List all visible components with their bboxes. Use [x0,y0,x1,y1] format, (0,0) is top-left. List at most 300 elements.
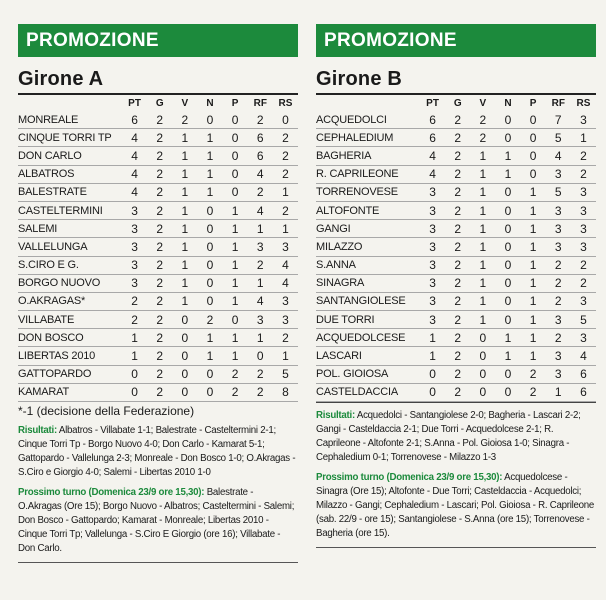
stat-cell: 1 [248,329,273,347]
stat-cell: 0 [223,183,248,201]
team-name: CASTELTERMINI [18,201,122,219]
team-name: S.ANNA [316,256,420,274]
stat-cell: 1 [223,220,248,238]
stat-cell: 1 [172,220,197,238]
col-rs: RS [576,97,591,109]
team-name: POL. GIOIOSA [316,365,420,383]
prossimo-text: Balestrate - O.Akragas (Ore 15); Borgo Nuovo - Albatros; Casteltermini - Salemi; Don Bosco - Gattopardo; Kamarat - Monreale; Libertas 2010 - Cinque Torri Tp; Vallelunga - S.Ciro E Giorgio (ore 16); Villabate - Don Carlo. [18,487,295,554]
stat-cell: 1 [521,292,546,310]
stat-cell: 0 [197,201,222,219]
stat-cell: 2 [223,365,248,383]
footnote: *-1 (decisione della Federazione) [18,404,195,418]
stat-cell: 1 [470,256,495,274]
table-row [18,256,298,274]
stat-cell: 0 [223,311,248,329]
stat-cell: 0 [122,365,147,383]
stat-cell: 2 [571,147,596,165]
stat-cell: 6 [248,129,273,147]
stat-cell: 2 [571,274,596,292]
stat-cell: 3 [273,311,298,329]
stat-cell: 1 [273,220,298,238]
table-row [18,311,298,329]
stat-cell: 1 [172,183,197,201]
stat-cell: 4 [248,292,273,310]
risultati [316,409,596,465]
team-name: ACQUEDOLCESE [316,329,420,347]
girone-a-column [18,24,298,563]
stat-cell: 3 [420,220,445,238]
stat-cell: 2 [445,256,470,274]
stat-cell: 6 [248,147,273,165]
table-row [316,256,596,274]
stat-cell: 2 [147,238,172,256]
stat-cell: 0 [172,347,197,365]
team-name: LASCARI [316,347,420,365]
stat-cell: 3 [546,201,571,219]
col-rs: RS [278,97,293,109]
stat-cell: 0 [495,365,520,383]
stat-cell: 2 [147,129,172,147]
table-row [18,238,298,256]
stat-cell: 2 [248,183,273,201]
stat-cell: 2 [445,292,470,310]
stat-cell: 2 [273,329,298,347]
team-name: ACQUEDOLCI [316,111,420,129]
team-name: TORRENOVESE [316,183,420,201]
stat-cell: 3 [420,238,445,256]
stat-cell: 2 [122,311,147,329]
stat-cell: 0 [223,147,248,165]
table-end-rule [316,402,596,403]
stat-cell: 4 [248,165,273,183]
team-name: BALESTRATE [18,183,122,201]
stat-cell: 0 [223,165,248,183]
stat-cell: 4 [273,256,298,274]
stat-cell: 1 [223,292,248,310]
stat-cell: 1 [197,183,222,201]
col-v: V [479,97,487,109]
stat-cell: 4 [273,274,298,292]
table-row [18,347,298,365]
stat-cell: 2 [147,329,172,347]
stat-cell: 1 [248,274,273,292]
stat-cell: 0 [495,129,520,147]
team-name: R. CAPRILEONE [316,165,420,183]
prossimo-turno [316,471,596,541]
team-name: DON BOSCO [18,329,122,347]
stat-cell: 3 [571,183,596,201]
stat-cell: 2 [445,201,470,219]
stat-cell: 2 [248,256,273,274]
stat-cell: 0 [495,220,520,238]
team-name: SALEMI [18,220,122,238]
team-name: S.CIRO E G. [18,256,122,274]
stat-cell: 2 [445,220,470,238]
stat-cell: 6 [122,111,147,129]
team-name: MONREALE [18,111,122,129]
team-name: DON CARLO [18,147,122,165]
table-row [316,347,596,365]
stat-cell: 1 [521,311,546,329]
stat-cell: 1 [470,165,495,183]
stat-cell: 1 [197,147,222,165]
stat-cell: 8 [273,383,298,401]
stat-cell: 0 [521,147,546,165]
team-name: BAGHERIA [316,147,420,165]
stat-cell: 2 [546,274,571,292]
stat-cell: 1 [521,256,546,274]
stat-cell: 1 [172,292,197,310]
stat-cell: 0 [470,347,495,365]
table-row [18,129,298,147]
stat-cell: 1 [521,183,546,201]
stat-cell: 2 [521,365,546,383]
stat-cell: 3 [420,183,445,201]
stat-cell: 3 [420,256,445,274]
stat-cell: 3 [571,111,596,129]
stat-cell: 1 [122,347,147,365]
stat-cell: 1 [197,165,222,183]
stat-cell: 2 [147,365,172,383]
stat-cell: 2 [273,201,298,219]
girone-title: Girone B [316,68,403,90]
table-row [316,147,596,165]
stat-cell: 2 [470,129,495,147]
stat-cell: 3 [248,311,273,329]
stat-cell: 3 [273,292,298,310]
table-row [18,292,298,310]
stat-cell: 1 [521,329,546,347]
risultati-label: Risultati: [316,410,355,421]
stat-cell: 0 [495,311,520,329]
stat-cell: 2 [273,129,298,147]
stat-cell: 0 [495,274,520,292]
stat-cell: 2 [445,329,470,347]
stat-cell: 4 [122,147,147,165]
team-name: GATTOPARDO [18,365,122,383]
stat-cell: 2 [546,329,571,347]
table-header [316,95,596,111]
stat-cell: 0 [223,129,248,147]
stat-cell: 0 [197,256,222,274]
stat-cell: 1 [495,147,520,165]
col-g: G [453,97,462,109]
stat-cell: 2 [147,292,172,310]
stat-cell: 2 [445,183,470,201]
stat-cell: 5 [571,311,596,329]
table-row [316,220,596,238]
stat-cell: 0 [197,220,222,238]
stat-cell: 2 [197,311,222,329]
stat-cell: 2 [445,165,470,183]
stat-cell: 4 [122,183,147,201]
stat-cell: 2 [147,220,172,238]
team-name: GANGI [316,220,420,238]
stat-cell: 1 [197,347,222,365]
stat-cell: 0 [248,347,273,365]
stat-cell: 2 [546,292,571,310]
stat-cell: 2 [445,238,470,256]
stat-cell: 3 [546,365,571,383]
standings-body [18,111,298,402]
stat-cell: 2 [273,165,298,183]
stat-cell: 6 [571,365,596,383]
stat-cell: 0 [470,383,495,401]
stat-cell: 1 [223,329,248,347]
stat-cell: 0 [420,365,445,383]
team-name: CASTELDACCIA [316,383,420,401]
col-v: V [181,97,189,109]
stat-cell: 2 [122,292,147,310]
team-name: CEPHALEDIUM [316,129,420,147]
stat-cell: 3 [546,220,571,238]
stat-cell: 2 [147,201,172,219]
stat-cell: 1 [273,183,298,201]
table-row [316,165,596,183]
stat-cell: 5 [273,365,298,383]
end-rule [18,562,298,563]
stat-cell: 1 [172,165,197,183]
stat-cell: 0 [495,256,520,274]
col-rf: RF [253,97,267,109]
stat-cell: 3 [420,292,445,310]
stat-cell: 2 [445,111,470,129]
stat-cell: 1 [172,147,197,165]
stat-cell: 4 [546,147,571,165]
stat-cell: 3 [571,292,596,310]
col-pt: PT [426,97,439,109]
stat-cell: 1 [521,274,546,292]
stat-cell: 1 [470,147,495,165]
risultati [18,424,298,480]
stat-cell: 1 [223,347,248,365]
stat-cell: 1 [172,274,197,292]
stat-cell: 0 [495,111,520,129]
col-p: P [529,97,537,109]
stat-cell: 1 [172,256,197,274]
team-name: VILLABATE [18,311,122,329]
stat-cell: 2 [147,183,172,201]
stat-cell: 3 [122,238,147,256]
table-row [316,111,596,129]
team-name: LIBERTAS 2010 [18,347,122,365]
table-row [18,220,298,238]
prossimo-label: Prossimo turno (Domenica 23/9 ore 15,30): [18,487,205,498]
table-header [18,95,298,111]
stat-cell: 3 [571,329,596,347]
stat-cell: 0 [197,292,222,310]
stat-cell: 3 [248,238,273,256]
team-name: ALBATROS [18,165,122,183]
col-p: P [231,97,239,109]
stat-cell: 2 [223,383,248,401]
stat-cell: 3 [122,274,147,292]
stat-cell: 3 [571,201,596,219]
prossimo-text: Acquedolcese - Sinagra (Ore 15); Altofonte - Due Torri; Casteldaccia - Acquedolci; Milazzo - Gangi; Cephaledium - Lascari; Pol. Gioiosa - R. Caprileone (sab. 22/9 - ore 15); Santangiolese - S.Anna (ore 15); Torrenovese - Bagheria (ore 15). [316,472,595,539]
stat-cell: 1 [546,383,571,401]
team-name: MILAZZO [316,238,420,256]
stat-cell: 6 [420,129,445,147]
team-name: VALLELUNGA [18,238,122,256]
stat-cell: 1 [420,329,445,347]
stat-cell: 6 [571,383,596,401]
stat-cell: 3 [546,165,571,183]
standings-table [18,95,298,402]
table-row [18,383,298,401]
promozione-banner: PROMOZIONE [18,24,298,57]
table-row [316,311,596,329]
stat-cell: 5 [546,183,571,201]
stat-cell: 3 [420,274,445,292]
stat-cell: 2 [571,256,596,274]
stat-cell: 1 [197,129,222,147]
stat-cell: 1 [172,238,197,256]
stat-cell: 2 [445,365,470,383]
stat-cell: 1 [273,347,298,365]
stat-cell: 0 [495,238,520,256]
col-rf: RF [551,97,565,109]
table-row [18,274,298,292]
stat-cell: 0 [172,311,197,329]
table-row [316,201,596,219]
stat-cell: 4 [122,129,147,147]
stat-cell: 0 [470,365,495,383]
stat-cell: 2 [147,165,172,183]
prossimo-label: Prossimo turno (Domenica 23/9 ore 15,30): [316,472,503,483]
stat-cell: 7 [546,111,571,129]
col-n: N [504,97,512,109]
table-row [316,238,596,256]
stat-cell: 3 [273,238,298,256]
team-name: ALTOFONTE [316,201,420,219]
stat-cell: 0 [172,365,197,383]
stat-cell: 1 [223,274,248,292]
stat-cell: 1 [470,311,495,329]
prossimo-turno [18,486,298,556]
stat-cell: 0 [197,111,222,129]
stat-cell: 1 [470,183,495,201]
team-name: DUE TORRI [316,311,420,329]
stat-cell: 3 [546,347,571,365]
stat-cell: 2 [147,256,172,274]
stat-cell: 1 [420,347,445,365]
team-name: SINAGRA [316,274,420,292]
stat-cell: 3 [122,256,147,274]
stat-cell: 2 [248,383,273,401]
stat-cell: 2 [172,111,197,129]
stat-cell: 1 [495,329,520,347]
stat-cell: 1 [248,220,273,238]
stat-cell: 0 [521,129,546,147]
stat-cell: 0 [122,383,147,401]
stat-cell: 2 [521,383,546,401]
table-row [18,165,298,183]
girone-b-column [316,24,596,548]
stat-cell: 4 [122,165,147,183]
stat-cell: 0 [495,292,520,310]
team-name: O.AKRAGAS* [18,292,122,310]
stat-cell: 2 [248,365,273,383]
stat-cell: 2 [147,383,172,401]
stat-cell: 3 [546,311,571,329]
stat-cell: 4 [420,147,445,165]
stat-cell: 1 [122,329,147,347]
stat-cell: 3 [546,238,571,256]
stat-cell: 0 [495,383,520,401]
team-name: KAMARAT [18,383,122,401]
stat-cell: 0 [420,383,445,401]
team-name: SANTANGIOLESE [316,292,420,310]
col-pt: PT [128,97,141,109]
stat-cell: 1 [172,129,197,147]
stat-cell: 0 [197,274,222,292]
stat-cell: 1 [521,201,546,219]
team-name: BORGO NUOVO [18,274,122,292]
stat-cell: 1 [172,201,197,219]
table-row [18,147,298,165]
team-name: CINQUE TORRI TP [18,129,122,147]
stat-cell: 0 [197,365,222,383]
stat-cell: 1 [495,347,520,365]
stat-cell: 1 [223,238,248,256]
stat-cell: 6 [420,111,445,129]
stat-cell: 1 [470,274,495,292]
stat-cell: 1 [470,292,495,310]
stat-cell: 0 [521,165,546,183]
stat-cell: 1 [223,256,248,274]
stat-cell: 1 [197,329,222,347]
stat-cell: 5 [546,129,571,147]
end-rule [316,547,596,548]
stat-cell: 1 [521,347,546,365]
risultati-text: Albatros - Villabate 1-1; Balestrate - Casteltermini 2-1; Cinque Torri Tp - Borgo Nuovo 4-0; Don Carlo - Kamarat 5-1; Gattopardo - Vallelunga 2-3; Monreale - Don Bosco 1-0; O.Akragas - S.Ciro e Giorgio 4-0; Salemi - Libertas 2010 1-0 [18,425,296,478]
stat-cell: 4 [420,165,445,183]
stat-cell: 1 [470,220,495,238]
stat-cell: 3 [420,201,445,219]
table-row [316,183,596,201]
stat-cell: 2 [571,165,596,183]
stat-cell: 2 [470,111,495,129]
girone-title: Girone A [18,68,104,90]
stat-cell: 1 [495,165,520,183]
stat-cell: 0 [470,329,495,347]
stat-cell: 1 [521,238,546,256]
stat-cell: 3 [571,220,596,238]
stat-cell: 3 [571,238,596,256]
stat-cell: 0 [273,111,298,129]
stat-cell: 0 [197,383,222,401]
stat-cell: 2 [445,311,470,329]
stat-cell: 0 [495,201,520,219]
table-row [316,274,596,292]
stat-cell: 2 [445,147,470,165]
stat-cell: 3 [122,220,147,238]
stat-cell: 1 [470,201,495,219]
table-row [316,129,596,147]
col-g: G [155,97,164,109]
stat-cell: 2 [546,256,571,274]
table-row [18,111,298,129]
stat-cell: 2 [248,111,273,129]
promozione-banner: PROMOZIONE [316,24,596,57]
table-row [316,383,596,401]
stat-cell: 0 [521,111,546,129]
table-row [18,365,298,383]
stat-cell: 2 [147,147,172,165]
stat-cell: 2 [147,347,172,365]
stat-cell: 2 [445,383,470,401]
stat-cell: 4 [571,347,596,365]
